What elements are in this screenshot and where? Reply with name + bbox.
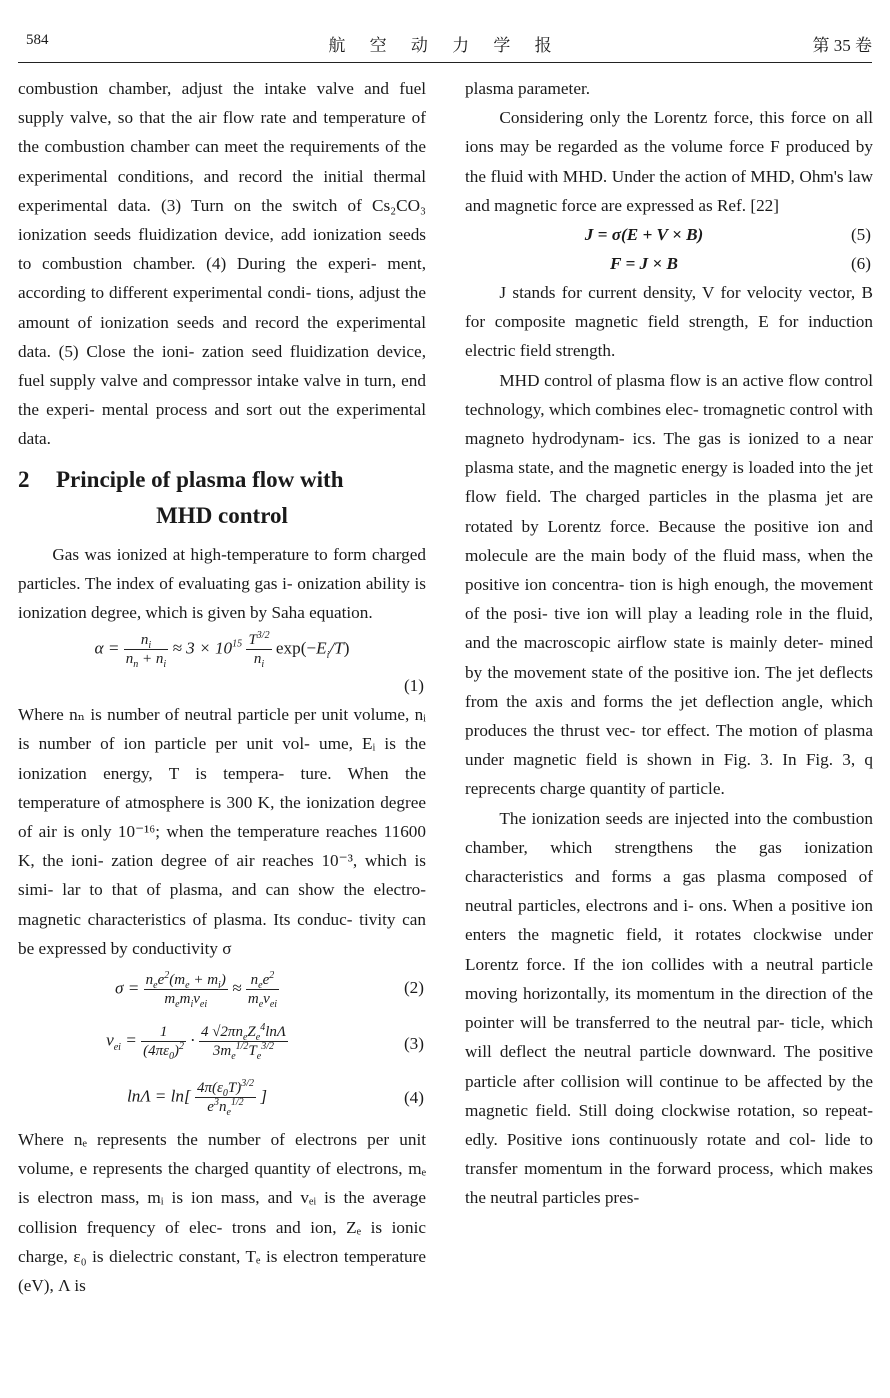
journal-title: 航 空 动 力 学 报 — [328, 36, 562, 55]
section-number: 2 — [18, 466, 30, 492]
equation-1: α = $\frac{n_i}{n_n + n_i}$ ≈ $3 \times 10^{15}$ $\frac{T^{3/2}}{n_i}$ $\exp(-E_i/T)$ — [94, 630, 350, 671]
paragraph: Gas was ionized at high-temperature to form charged particles. The index of evaluating gas i- onization ability is ionization degree, which is given by Saha equation. — [18, 544, 426, 623]
equation-number: (4) — [403, 1088, 424, 1108]
equation-5-body: J = σ(E + V × B) — [584, 225, 704, 245]
section-title-line-2: MHD control — [156, 502, 288, 528]
equation-number: (2) — [403, 978, 424, 998]
paragraph: The ionization seeds are injected into the combustion chamber, which strengthens the gas ionization characteristics and forms a gas plasma composed of neutral particles, electrons and i- ons. When a positive ion enters the magnetic field, it rotates clockwise under Lorentz force. If the ion collides with a neutral particle moving horizontally, its momentum in the direction of the pointer will be transferred to the neutral par- ticle, which will deflect the neutral particle downward. The positive particle after collision will continue to be affected by the magnetic field. Still doing clockwise rotation, so repeat- edly. Positive ions continuously rotate and col- lide to transfer momentum in the forward process, which makes the neutral particles pres- — [465, 808, 873, 1208]
paragraph: MHD control of plasma flow is an active flow control technology, which combines elec- tromagnetic control with magneto hydrodynam- ics. The gas is ionized to a near plasma state, and the magnetic energy is loaded into the jet flow field. The charged particles in the plasma jet are rotated by Lorentz force. Because the positive ion and molecule are the main body of the fluid mass, when the positive ion concentra- tion is high enough, the movement of the posi- tive ion will play a leading role in the fluid, and the macroscopic airflow state is mainly deter- mined by the movement state of the positive ion. The jet deflects from the axis and forms the jet deflection angle, which produces the thrust vec- tor effect. The motion of plasma under magnetic field is shown in Fig. 3. In Fig. 3, q reprecents charge quantity of particle. — [465, 370, 873, 799]
equation-number: (5) — [850, 225, 871, 245]
right-column — [465, 74, 873, 1213]
equation-5 — [465, 220, 873, 249]
equation-number: (6) — [850, 254, 871, 274]
page-header — [18, 26, 872, 63]
paragraph: Where nₙ is number of neutral particle per unit volume, nᵢ is number of ion particle per unit vol- ume, Eᵢ is the ionization energy, T is tempera- ture. When the temperature of atmosphere is 300 K, the ionization degree of air is only 10⁻¹⁶; when the temperature reaches 11600 K, the ioni- zation degree of air reaches 10⁻³, which is simi- lar to that of plasma, and can show the electro- magnetic characteristics of plasma. Its conduc- tivity can be expressed by conductivity σ — [18, 705, 426, 958]
paragraph: Where nₑ represents the number of electrons per unit volume, e represents the charged quantity of electrons, mₑ is electron mass, mᵢ is ion mass, and vₑᵢ is the average collision frequency of elec- trons and ion, Zₑ is ionic charge, ε₀ is dielectric constant, Tₑ is electron temperature (eV), Λ is — [18, 1130, 426, 1296]
equation-3: $v_{ei}$ = $\frac{1}{(4\pi\varepsilon_0)^2}$ · $\frac{4 √2\pi n_eZ_e^4\ln\Lambda}{3m_e^{1/2}T_e^{3/2}}$ (3) — [106, 1022, 424, 1063]
equation-4: lnΛ = ln[ $\frac{4\pi(\varepsilon_0T)^{3/2}}{e^3n_e^{1/2}}$ ] (4) — [126, 1078, 424, 1119]
left-column — [18, 74, 426, 1300]
page-number: 584 — [26, 32, 49, 48]
section-title-line-1: Principle of plasma flow with — [56, 466, 344, 492]
equation-number: (1) — [403, 676, 424, 696]
paragraph: J stands for current density, V for velocity vector, B for composite magnetic field strength, E for induction electric field strength. — [465, 283, 873, 361]
equation-number: (3) — [403, 1034, 424, 1054]
section-heading — [18, 462, 426, 534]
equation-6-body: F = J × B — [610, 254, 678, 274]
equation-6 — [465, 249, 873, 278]
equation-2: σ = $\frac{n_ee^2(m_e + m_i)}{m_em_iv_{ei}}$ ≈ $\frac{n_ee^2}{m_ev_{ei}}$ (2) — [114, 970, 424, 1011]
paragraph: plasma parameter. — [465, 79, 591, 98]
paragraph: Considering only the Lorentz force, this force on all ions may be regarded as the volume force F produced by the fluid with MHD. Under the action of MHD, Ohm's law and magnetic force are expressed as Ref. [22] — [465, 108, 873, 215]
volume-label: 第 35 卷 — [812, 36, 872, 55]
paragraph: combustion chamber, adjust the intake valve and fuel supply valve, so that the air flow rate and temperature of the combustion chamber can meet the requirements of the experimental conditions, and record the initial thermal experimental data. (3) Turn on the switch of Cs₂CO₃ ionization seeds fluidization device, add ionization seeds to combustion chamber. (4) During the experi- ment, according to different experimental condi- tions, adjust the amount of ionization seeds and record the experimental data. (5) Close the ioni- zation seed fluidization device, fuel supply valve and compressor intake valve in turn, end the experi- mental process and sort out the experimental data. — [18, 79, 426, 449]
